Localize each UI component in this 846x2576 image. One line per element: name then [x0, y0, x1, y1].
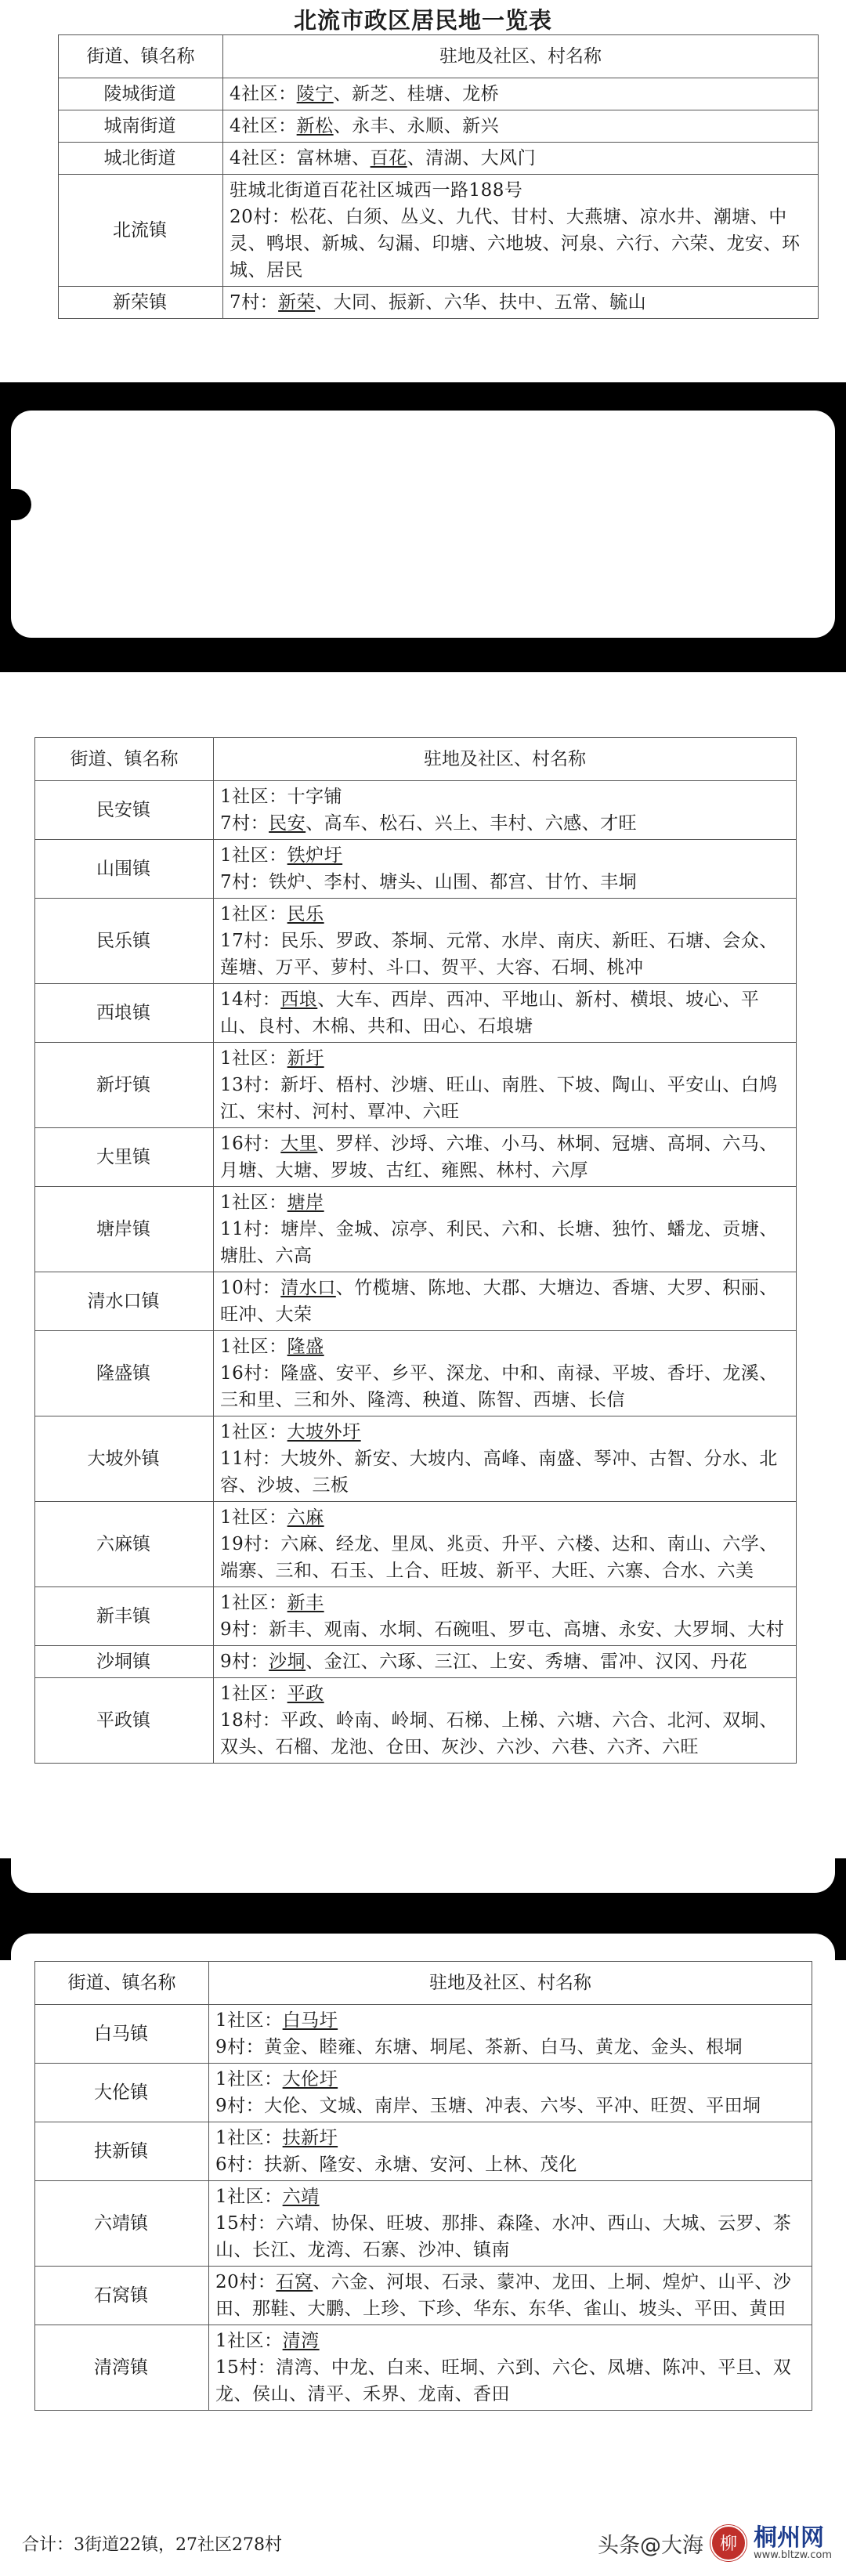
community-line — [220, 1045, 788, 1072]
community-line — [230, 177, 810, 204]
line-prefix: 9村：黄金、睦雍、东塘、垌尾、茶新、白马、黄龙、金头、根垌 — [215, 2037, 743, 2057]
settlement-table-2 — [34, 737, 797, 1764]
line-prefix: 1社区： — [220, 904, 287, 924]
table-row — [35, 1272, 797, 1331]
line-rest: 、永丰、永顺、新兴 — [333, 116, 500, 136]
line-prefix: 1社区： — [220, 1422, 287, 1442]
community-line — [220, 1360, 788, 1413]
division-name: 新圩镇 — [35, 1043, 214, 1128]
division-name: 塘岸镇 — [35, 1187, 214, 1272]
table-row — [59, 175, 819, 287]
line-prefix: 1社区： — [220, 845, 287, 866]
header-name-col: 街道、镇名称 — [59, 35, 223, 78]
line-rest: 、金江、六琢、三江、上安、秀塘、雷冲、汉冈、丹花 — [306, 1652, 748, 1672]
division-name: 城北街道 — [59, 143, 223, 175]
svg-text:柳: 柳 — [720, 2534, 738, 2554]
line-prefix: 14村： — [220, 990, 281, 1010]
division-communities — [223, 78, 819, 110]
community-line — [220, 1648, 788, 1675]
line-prefix: 1社区： — [215, 2128, 283, 2148]
seat-name: 新荣 — [278, 292, 316, 313]
table-row — [59, 78, 819, 110]
seat-name: 百花 — [370, 148, 407, 168]
community-line — [220, 1531, 788, 1584]
line-prefix: 16村：隆盛、安平、乡平、深龙、中和、南禄、平坡、香圩、龙溪、三和里、三和外、隆湾、秧道、陈智、西塘、长信 — [220, 1363, 778, 1410]
community-line — [220, 1216, 788, 1269]
header-info-col: 驻地及社区、村名称 — [214, 738, 797, 781]
division-name: 民安镇 — [35, 781, 214, 840]
division-name: 大坡外镇 — [35, 1416, 214, 1502]
table-row — [35, 1502, 797, 1587]
seat-name: 陵宁 — [296, 84, 334, 104]
division-communities — [214, 899, 797, 984]
table-row — [35, 984, 797, 1043]
division-name: 六靖镇 — [35, 2181, 209, 2267]
division-communities — [214, 1587, 797, 1646]
seat-name: 清湾 — [282, 2331, 320, 2351]
division-name: 陵城街道 — [59, 78, 223, 110]
line-prefix: 10村： — [220, 1278, 281, 1298]
line-prefix: 9村：新丰、观南、水垌、石碗咀、罗屯、高塘、永安、大罗垌、大村 — [220, 1619, 785, 1640]
line-prefix: 11村：塘岸、金城、凉亭、利民、六和、长塘、独竹、蟠龙、贡塘、塘肚、六高 — [220, 1219, 778, 1266]
seat-name: 西埌 — [280, 990, 318, 1010]
line-rest: 、罗样、沙埒、六堆、小马、林垌、冠塘、高垌、六马、月塘、大塘、罗坡、古红、雍熙、林村、六厚 — [220, 1134, 778, 1181]
table-row — [35, 1331, 797, 1416]
seat-name: 大伦圩 — [282, 2069, 338, 2089]
division-communities — [214, 1187, 797, 1272]
line-prefix: 1社区： — [220, 1048, 287, 1069]
line-prefix: 13村：新圩、梧村、沙塘、旺山、南胜、下坡、陶山、平安山、白鸠江、宋村、河村、覃冲、六旺 — [220, 1075, 778, 1122]
line-prefix: 1社区：十字铺 — [220, 787, 343, 807]
line-prefix: 4社区：富林塘、 — [230, 148, 371, 168]
community-line — [230, 145, 810, 172]
table-row — [35, 1416, 797, 1502]
division-name: 山围镇 — [35, 840, 214, 899]
line-rest: 、高车、松石、兴上、丰村、六感、才旺 — [306, 813, 638, 834]
table-row — [35, 2122, 812, 2181]
division-communities — [209, 2122, 812, 2181]
table-row — [35, 1587, 797, 1646]
line-rest: 、竹榄塘、陈地、大郡、大塘边、香塘、大罗、积丽、旺冲、大荣 — [220, 1278, 778, 1325]
community-line — [220, 783, 788, 810]
watermark-text: 头条@大海 — [598, 2533, 704, 2558]
settlement-table-3 — [34, 1961, 812, 2411]
seat-name: 民安 — [269, 813, 306, 834]
line-prefix: 1社区： — [220, 1337, 287, 1357]
total-summary: 合计：3街道22镇，27社区278村 — [22, 2535, 282, 2555]
division-communities — [209, 2181, 812, 2267]
table-row — [35, 1043, 797, 1128]
community-line — [215, 2354, 804, 2408]
division-communities — [223, 143, 819, 175]
division-name: 新丰镇 — [35, 1587, 214, 1646]
line-rest: 、大车、西岸、西冲、平地山、新村、横垠、坡心、平山、良村、木棉、共和、田心、石埌塘 — [220, 990, 760, 1037]
seat-name: 六麻 — [287, 1507, 324, 1528]
community-line — [220, 901, 788, 928]
header-name-col: 街道、镇名称 — [35, 738, 214, 781]
seat-name: 塘岸 — [287, 1192, 324, 1213]
community-line — [220, 1590, 788, 1616]
line-prefix: 驻城北街道百花社区城西一路188号 — [230, 180, 523, 201]
table-row — [35, 1678, 797, 1764]
table-row — [59, 287, 819, 319]
community-line — [220, 1419, 788, 1445]
community-line — [230, 204, 810, 284]
watermark — [598, 2521, 832, 2565]
division-communities — [209, 2064, 812, 2122]
edge-mark — [0, 489, 31, 520]
community-line — [215, 2066, 804, 2093]
division-name: 大伦镇 — [35, 2064, 209, 2122]
division-name: 平政镇 — [35, 1678, 214, 1764]
line-prefix: 1社区： — [220, 1593, 287, 1613]
site-brand-name: 桐州网 — [754, 2524, 825, 2552]
division-communities — [223, 287, 819, 319]
table-row — [35, 840, 797, 899]
division-communities — [214, 1416, 797, 1502]
division-communities — [209, 2267, 812, 2325]
division-communities — [214, 1272, 797, 1331]
seat-name: 沙垌 — [269, 1652, 306, 1672]
line-rest: 、清湖、大风门 — [407, 148, 537, 168]
header-name-col: 街道、镇名称 — [35, 1962, 209, 2005]
division-communities — [214, 1646, 797, 1678]
line-prefix: 17村：民乐、罗政、茶垌、元常、水岸、南庆、新旺、石塘、会众、莲塘、万平、萝村、斗口、贺平、大容、石垌、桃冲 — [220, 931, 778, 978]
line-prefix: 1社区： — [215, 2331, 283, 2351]
table-row — [35, 899, 797, 984]
division-name: 石窝镇 — [35, 2267, 209, 2325]
division-name: 清湾镇 — [35, 2325, 209, 2411]
division-name: 西埌镇 — [35, 984, 214, 1043]
seat-name: 新松 — [296, 116, 334, 136]
division-name: 大里镇 — [35, 1128, 214, 1187]
line-prefix: 18村：平政、岭南、岭垌、石梯、上梯、六塘、六合、北河、双垌、双头、石榴、龙池、仓田、灰沙、六沙、六巷、六齐、六旺 — [220, 1710, 778, 1757]
seat-name: 隆盛 — [287, 1337, 324, 1357]
line-prefix: 1社区： — [215, 2187, 283, 2207]
community-line — [220, 986, 788, 1040]
division-communities — [223, 175, 819, 287]
seat-name: 清水口 — [280, 1278, 336, 1298]
division-communities — [214, 840, 797, 899]
line-prefix: 11村：大坡外、新安、大坡内、高峰、南盛、琴冲、古智、分水、北容、沙坡、三板 — [220, 1449, 778, 1496]
line-prefix: 4社区： — [230, 116, 297, 136]
division-communities — [214, 1678, 797, 1764]
community-line — [220, 1275, 788, 1328]
division-name: 民乐镇 — [35, 899, 214, 984]
line-prefix: 20村：松花、白须、丛义、九代、甘村、大燕塘、凉水井、潮塘、中灵、鸭垠、新城、勾漏、印塘、六地坡、河泉、六行、六荣、龙安、环城、居民 — [230, 207, 801, 280]
site-url: www.bltzw.com — [754, 2549, 832, 2561]
line-prefix: 1社区： — [215, 2010, 283, 2031]
division-name: 新荣镇 — [59, 287, 223, 319]
community-line — [215, 2034, 804, 2060]
seat-name: 白马圩 — [282, 2010, 338, 2031]
line-rest: 、六金、河垠、石录、蒙冲、龙田、上垌、煌炉、山平、沙田、那鞋、大鹏、上珍、下珍、华东、东华、雀山、坡头、平田、黄田 — [215, 2272, 792, 2319]
table-row — [35, 2267, 812, 2325]
seat-name: 大坡外圩 — [287, 1422, 361, 1442]
table-row — [35, 2325, 812, 2411]
line-prefix: 1社区： — [220, 1507, 287, 1528]
division-communities — [214, 984, 797, 1043]
community-line — [215, 2183, 804, 2210]
line-prefix: 15村：清湾、中龙、白来、旺垌、六到、六仑、凤塘、陈冲、平旦、双龙、侯山、清平、禾界、龙南、香田 — [215, 2357, 792, 2404]
division-name: 清水口镇 — [35, 1272, 214, 1331]
division-communities — [214, 1043, 797, 1128]
line-prefix: 16村： — [220, 1134, 281, 1154]
table-row — [59, 110, 819, 143]
community-line — [215, 2007, 804, 2034]
table-row — [35, 1128, 797, 1187]
table-row — [35, 2064, 812, 2122]
line-prefix: 15村：六靖、协保、旺坡、那排、森隆、水冲、西山、大城、云罗、茶山、长江、龙湾、石寨、沙冲、镇南 — [215, 2213, 792, 2260]
line-prefix: 6村：扶新、隆安、永塘、安河、上林、茂化 — [215, 2155, 577, 2175]
line-prefix: 7村：铁炉、李村、塘头、山围、都宫、甘竹、丰垌 — [220, 872, 638, 892]
line-rest: 、大同、振新、六华、扶中、五常、毓山 — [315, 292, 647, 313]
header-info-col: 驻地及社区、村名称 — [223, 35, 819, 78]
table-row — [35, 2005, 812, 2064]
community-line — [220, 1072, 788, 1125]
line-prefix: 9村： — [220, 1652, 269, 1672]
page-title: 北流市政区居民地一览表 — [293, 7, 552, 34]
community-line — [230, 289, 810, 316]
seat-name: 新丰 — [287, 1593, 324, 1613]
division-communities — [209, 2005, 812, 2064]
table-row — [35, 1646, 797, 1678]
division-name: 白马镇 — [35, 2005, 209, 2064]
table-row — [35, 781, 797, 840]
community-line — [220, 810, 788, 837]
community-line — [220, 1131, 788, 1184]
division-communities — [214, 1128, 797, 1187]
seat-name: 铁炉圩 — [287, 845, 343, 866]
site-brand[interactable] — [754, 2524, 832, 2561]
line-prefix: 1社区： — [215, 2069, 283, 2089]
division-name: 沙垌镇 — [35, 1646, 214, 1678]
page-separator — [0, 382, 846, 672]
community-line — [220, 842, 788, 869]
community-line — [215, 2151, 804, 2178]
community-line — [215, 2125, 804, 2151]
community-line — [230, 81, 810, 107]
seat-name: 民乐 — [287, 904, 324, 924]
header-info-col: 驻地及社区、村名称 — [209, 1962, 812, 2005]
community-line — [220, 1616, 788, 1643]
table-row — [59, 143, 819, 175]
community-line — [230, 113, 810, 139]
seat-name: 扶新圩 — [282, 2128, 338, 2148]
seat-name: 新圩 — [287, 1048, 324, 1069]
line-prefix: 1社区： — [220, 1684, 287, 1704]
community-line — [215, 2093, 804, 2119]
settlement-table-1 — [58, 34, 819, 319]
line-prefix: 4社区： — [230, 84, 297, 104]
division-name: 隆盛镇 — [35, 1331, 214, 1416]
seat-name: 六靖 — [282, 2187, 320, 2207]
community-line — [220, 869, 788, 895]
community-line — [220, 1504, 788, 1531]
division-communities — [209, 2325, 812, 2411]
division-name: 六麻镇 — [35, 1502, 214, 1587]
community-line — [220, 928, 788, 981]
division-communities — [214, 781, 797, 840]
seat-name: 大里 — [280, 1134, 318, 1154]
division-communities — [214, 1331, 797, 1416]
table-row — [35, 2181, 812, 2267]
line-rest: 、新芝、桂塘、龙桥 — [333, 84, 500, 104]
line-prefix: 9村：大伦、文城、南岸、玉塘、冲表、六岑、平冲、旺贺、平田垌 — [215, 2096, 761, 2116]
community-line — [220, 1333, 788, 1360]
seat-name: 平政 — [287, 1684, 324, 1704]
division-name: 扶新镇 — [35, 2122, 209, 2181]
line-prefix: 20村： — [215, 2272, 277, 2292]
division-name: 北流镇 — [59, 175, 223, 287]
seat-name: 石窝 — [276, 2272, 313, 2292]
division-communities — [223, 110, 819, 143]
community-line — [220, 1189, 788, 1216]
community-line — [220, 1445, 788, 1499]
community-line — [220, 1707, 788, 1760]
community-line — [215, 2269, 804, 2322]
line-prefix: 1社区： — [220, 1192, 287, 1213]
line-prefix: 19村：六麻、经龙、里凤、兆贡、升平、六楼、达和、南山、六学、端寨、三和、石玉、上合、旺坡、新平、大旺、六寨、合水、六美 — [220, 1534, 778, 1581]
site-logo-icon — [710, 2524, 747, 2562]
line-prefix: 7村： — [220, 813, 269, 834]
table-row — [35, 1187, 797, 1272]
line-prefix: 7村： — [230, 292, 279, 313]
community-line — [220, 1681, 788, 1707]
division-communities — [214, 1502, 797, 1587]
community-line — [215, 2328, 804, 2354]
community-line — [215, 2210, 804, 2263]
division-name: 城南街道 — [59, 110, 223, 143]
page-separator — [0, 1858, 846, 1960]
